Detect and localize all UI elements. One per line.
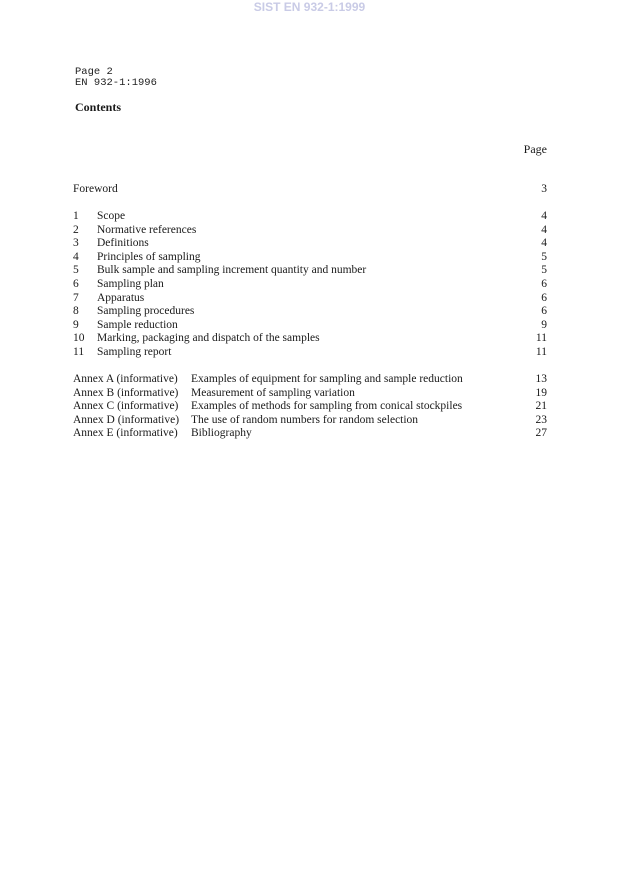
toc-number: 3 [73,237,79,250]
toc-title: Sampling procedures [97,305,195,318]
toc-page: 6 [541,291,547,304]
toc-title: Examples of methods for sampling from conical stockpiles [191,400,463,413]
toc-number: 1 [73,210,79,222]
toc-page: 13 [535,373,547,385]
annex-label: Annex A (informative) [73,373,178,385]
toc-page: 9 [541,318,547,331]
toc-title: Examples of equipment for sampling and sample reduction [191,373,463,385]
toc-number: 7 [73,291,79,304]
toc-section-row [73,263,547,277]
toc-title: Sample reduction [97,318,178,331]
watermark: SIST EN 932-1:1999 [253,0,366,14]
toc-title: Measurement of sampling variation [191,386,355,399]
toc-page: 11 [535,332,547,345]
toc-title: Marking, packaging and dispatch of the samples [97,332,320,345]
annex-label: Annex C (informative) [73,400,179,413]
annex-label: Annex B (informative) [73,386,179,399]
toc-number: 11 [73,346,85,358]
toc-title: Foreword [73,183,118,195]
toc-annex-row [73,399,547,413]
toc-page: 19 [535,386,547,399]
toc-title: Bibliography [191,427,252,440]
toc-section-row [73,223,547,237]
toc-section-row [73,277,547,291]
toc-title: The use of random numbers for random selection [191,413,419,426]
toc-annex-row [73,426,547,440]
toc-section-row [73,304,547,318]
toc-page: 5 [541,264,547,277]
toc-page: 21 [535,400,547,413]
toc-page: 4 [541,237,547,250]
toc-number: 4 [73,250,79,263]
toc-title: Sampling report [97,346,172,358]
toc-page: 27 [535,427,547,440]
toc-title: Definitions [97,237,149,250]
toc-section-row [73,318,547,332]
toc-title: Sampling plan [97,278,164,290]
toc-page: 6 [541,278,547,290]
toc-section-row [73,209,547,223]
contents-heading: Contents [75,100,122,114]
toc-number: 6 [73,278,79,290]
toc-page: 4 [541,223,547,236]
toc-section-row [73,331,547,345]
toc-annex-row [73,372,547,386]
toc-number: 5 [73,264,79,277]
toc-page: 11 [535,346,547,358]
document-id: EN 932-1:1996 [75,77,157,89]
toc-page: 4 [541,210,547,222]
toc-annex-row [73,386,547,400]
toc-title: Bulk sample and sampling increment quantity and number [97,264,367,277]
toc-number: 9 [73,318,79,331]
toc-section-row [73,250,547,264]
toc-foreword [73,182,547,196]
toc-title: Principles of sampling [97,250,201,263]
toc-section-row [73,291,547,305]
toc-number: 2 [73,223,79,236]
toc-page: 3 [541,183,547,195]
toc-page: 5 [541,250,547,263]
toc-section-row [73,345,547,359]
toc-page: 6 [541,305,547,318]
toc-page: 23 [535,413,547,426]
toc-title: Scope [97,210,126,222]
page-column-label: Page [523,142,547,156]
toc-number: 8 [73,305,79,318]
toc-section-row [73,236,547,250]
page-number: Page 2 [75,66,113,78]
toc-annex-row [73,413,547,427]
annex-label: Annex E (informative) [73,427,178,440]
toc-number: 10 [73,332,85,345]
toc-title: Apparatus [97,291,145,304]
annex-label: Annex D (informative) [73,413,180,426]
toc-title: Normative references [97,223,197,236]
